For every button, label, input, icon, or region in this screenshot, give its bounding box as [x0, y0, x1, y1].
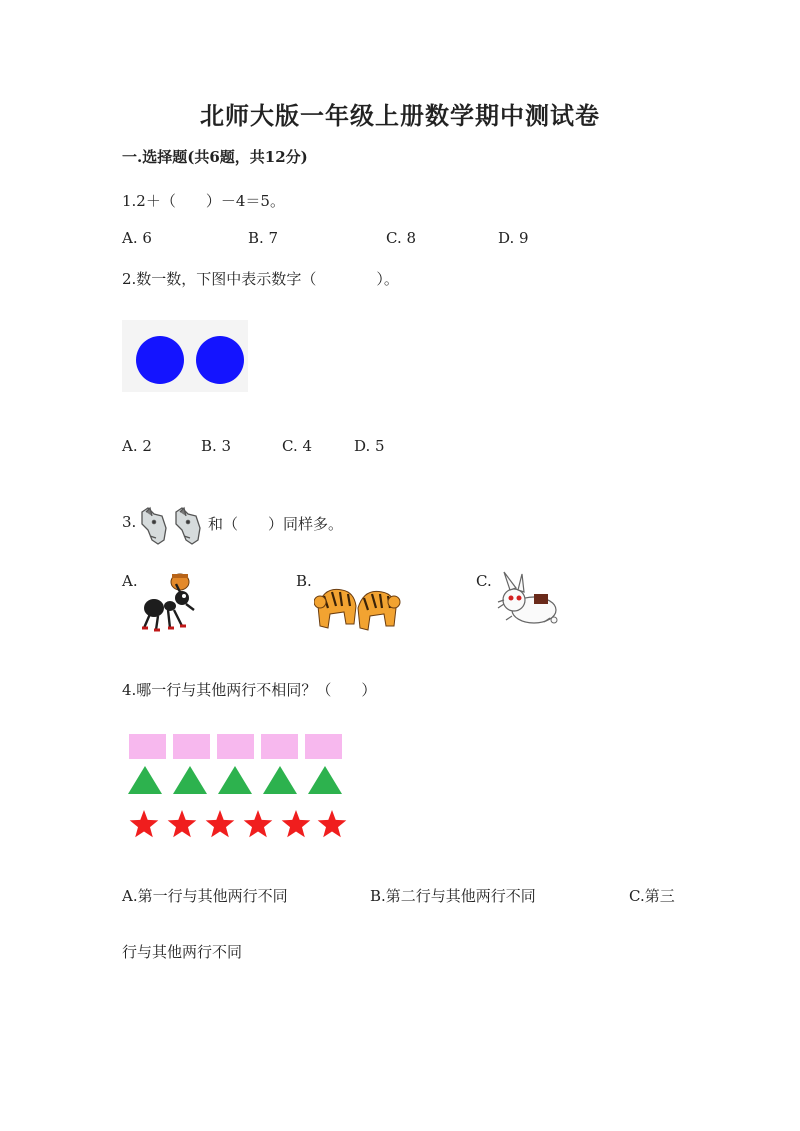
- red-star: [244, 810, 273, 837]
- q4-option-a: A.第一行与其他两行不同: [122, 887, 288, 905]
- pink-square: [173, 734, 210, 759]
- blue-circle: [136, 336, 184, 384]
- tigers-icon: [314, 572, 402, 632]
- question-4: 4.哪一行与其他两行不相同？（ ）: [122, 681, 377, 699]
- horses-icon: [136, 506, 206, 548]
- green-triangle: [218, 766, 252, 794]
- pink-square: [305, 734, 342, 759]
- tiger-icon: [358, 591, 400, 630]
- green-triangle: [308, 766, 342, 794]
- pink-square: [217, 734, 254, 759]
- circles-drawing: [122, 320, 248, 392]
- q2-option-d: D. 5: [354, 437, 385, 455]
- q3-option-c: C.: [476, 572, 492, 590]
- green-triangle: [263, 766, 297, 794]
- question-2: 2.数一数，下图中表示数字（ ）。: [122, 270, 399, 288]
- q2-option-a: A. 2: [122, 437, 152, 455]
- section-heading: 一.选择题(共6题，共12分): [122, 148, 308, 166]
- question-3-number: 3.: [122, 513, 137, 531]
- q1-option-d: D. 9: [498, 229, 529, 247]
- ant-icon: [136, 570, 208, 634]
- horse-head-icon: [176, 508, 200, 544]
- square-row: [129, 734, 342, 759]
- q4-option-b: B.第二行与其他两行不同: [370, 887, 536, 905]
- question-1: 1.2＋（ ）－4＝5。: [122, 192, 285, 210]
- shapes-figure: [122, 728, 352, 846]
- q2-option-b: B. 3: [201, 437, 232, 455]
- red-star: [318, 810, 347, 837]
- question-3-text: 和（ ）同样多。: [208, 515, 344, 533]
- red-star: [282, 810, 311, 837]
- page-title: 北师大版一年级上册数学期中测试卷: [200, 101, 600, 130]
- q1-option-a: A. 6: [122, 229, 152, 247]
- q2-option-c: C. 4: [282, 437, 313, 455]
- q4-option-c: C.第三: [629, 887, 675, 905]
- tiger-icon: [314, 589, 356, 628]
- green-triangle: [173, 766, 207, 794]
- q1-option-c: C. 8: [386, 229, 417, 247]
- blue-circle: [196, 336, 244, 384]
- circles-figure: [122, 320, 248, 392]
- red-star: [130, 810, 159, 837]
- red-star: [206, 810, 235, 837]
- green-triangle: [128, 766, 162, 794]
- pink-square: [129, 734, 166, 759]
- q4-option-c-continued: 行与其他两行不同: [122, 943, 243, 961]
- horse-head-icon: [142, 508, 166, 544]
- q1-option-b: B. 7: [248, 229, 279, 247]
- triangle-row: [128, 766, 342, 794]
- red-star: [168, 810, 197, 837]
- rabbit-icon: [494, 570, 564, 630]
- star-row: [130, 810, 347, 837]
- q3-option-b: B.: [296, 572, 312, 590]
- q3-option-a: A.: [122, 572, 138, 590]
- pink-square: [261, 734, 298, 759]
